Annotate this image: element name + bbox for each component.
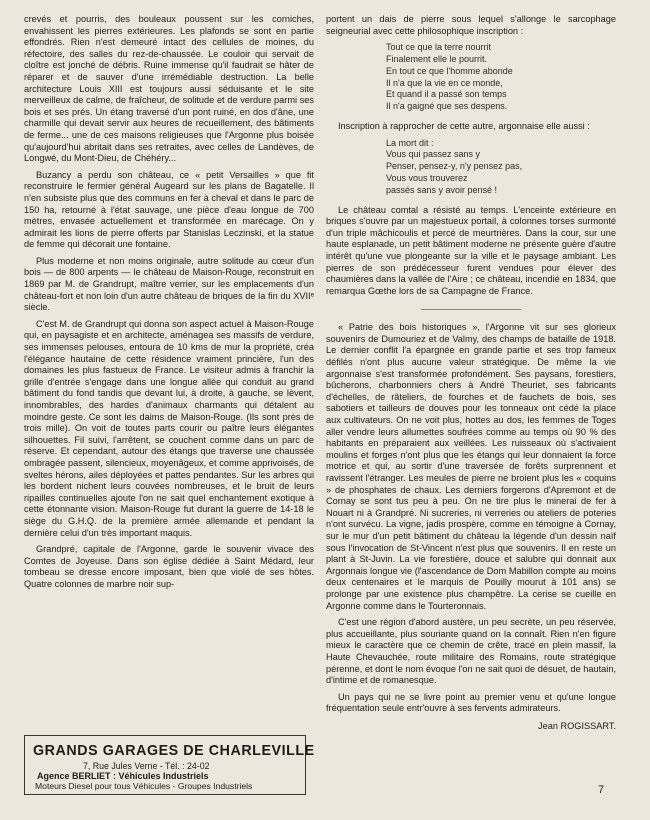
paragraph: Plus moderne et non moins originale, autre solitude au cœur d'un bois — de 800 arpents — le château de Maison-Rouge, reconstruit en 1869 par M. de Grandrupt, maître verrier, sur les emplacements d'un château-fort et non loin d'un autre château de briques de la fin du XVIIᵉ siècle. (24, 255, 314, 313)
page-number: 7 (598, 784, 605, 796)
advertisement-box (24, 735, 315, 795)
author-signature: Jean ROGISSART. (538, 720, 616, 731)
poem-line: Il n'a que la vie en ce monde, (386, 77, 503, 88)
poem-line: Vous vous trouverez (386, 172, 468, 183)
ad-engines: Moteurs Diesel pour tous Véhicules - Groupes Industriels (35, 781, 253, 791)
poem-line: Vous qui passez sans y (386, 149, 481, 160)
section-divider (421, 309, 521, 310)
ad-address: 7, Rue Jules Verne - Tél. : 24-02 (83, 761, 210, 771)
paragraph: C'est M. de Grandrupt qui donna son aspect actuel à Maison-Rouge qui, en paysagiste et en architecte, aménagea ses massifs de verdure, ses immenses pelouses, entoura de 10 kms de mur la propriété, créa l'élégance hautaine de cette résidence vraiment princière, l'un des domaines les plus fastueux de France. Le visiteur admis à franchir la grille d'entrée s'engage dans une longue allée qui conduit au grand bâtiment du fond tandis que devant lui, à droite, à gauche, se lèvent, innombrables, des hardes d'animaux charmants qui détalent au moindre geste. Ce sont les daims de Maison-Rouge. (Ils sont près de trois mille). On voit de toutes parts courir ou paître leurs élégantes silhouettes. Fil suivi, l'arrêtent, se couchent comme dans un parc de réserve. Et cependant, autour des étangs que traverse une chaussée ombragée passent, silencieux, moyenâgeux, et comme apprivoisés, de sveltes hérons, ailes déployées et pattes pendantes. Sur les arbres qui les bordent nichent leurs couvées nombreuses, et le bruit de leurs ripailles continuelles ajoute l'on ne sait quel enchantement exotique à cette étonnante vision. Maison-Rouge fut durant la guerre de 14-18 le siège du G.H.Q. de la première armée allemande et pendant la dernière celui d'un très important maquis. (24, 318, 314, 538)
paragraph: Grandpré, capitale de l'Argonne, garde le souvenir vivace des Comtes de Joyeuse. Dans son église dédiée à Saint Médard, leur tombeau se dresse encore imposant, bien que violé de ses hôtes. Quatre colonnes de marbre noir sup- (24, 544, 314, 589)
paragraph: C'est une région d'abord austère, un peu secrète, un peu réservée, plus accueillante, plus souriante quand on la connaît. Rien n'en figure mieux le caractère que ce chemin de crête, tracé en plein massif, la Haute Chevauchée, route militaire des Romains, route stratégique pérenne, et dont le nom évoque l'on ne sait quoi de désuet, de hautain, d'intime et de romanesque. (326, 617, 616, 686)
right-column (326, 14, 616, 732)
poem-line: passés sans y avoir pensé ! (386, 184, 498, 195)
paragraph: Inscription à rapprocher de cette autre, argonnaise elle aussi : (338, 120, 590, 131)
poem-line: En tout ce que l'homme abonde (386, 65, 513, 76)
ad-title: GRANDS GARAGES DE CHARLEVILLE (33, 742, 315, 759)
poem-line: Il n'a gaigné que ses despens. (386, 101, 508, 112)
poem-line: Et quand il a passé son temps (386, 89, 507, 100)
poem-line: Penser, pensez-y, n'y pensez pas, (386, 161, 523, 172)
poem-line: Finalement elle le pourrit. (386, 53, 488, 64)
paragraph: « Patrie des bois historiques », l'Argonne vit sur ses glorieux souvenirs de Dumouriez et de Valmy, des champs de bataille de 1918. Le dernier conflit l'a épargnée en grande partie et ses trop fameux défilés n'ont plus aucune valeur stratégique. De même la vie argonnaise s'est transformée profondément. Ses paysans, forestiers, bûcherons, charbonniers chers à André Theuriet, ses fabricants d'échelles, de râteliers, de fourches et de fauchets de bois, ses sabotiers et tailleurs de douves pour les tonneaux ont cédé la place aux cultivateurs. On ne voit plus, hottes au dos, les femmes de Toges aller vendre leurs allumettes soufrées comme au temps où 90 % des habitants en préparaient aux veillées. Les ruisseaux où s'activaient moulins et forges n'ont plus que les étangs qui leur donnaient la force motrice et qui, au sortir d'une traversée de forêts surprennent et ravissent l'étranger. Les meules de pierre ne broient plus les « coquins » de phosphates de chaux. Les derniers forgerons d'Apremont et de Cornay se sont tus peu à peu. On ne tire plus le minerai de fer à Nouart ni à Grandpré. Ni sucreries, ni verreries ou ateliers de poteries n'ont survécu. La vigne, jadis prospère, comme en témoigne à Cornay, sur le mur d'un petit bâtiment du château la légende d'un dessin naïf sous l'invocation de St-Vincent n'est plus que souvenirs. Il en reste un plant à St-Juvin. La vie forestière, douce et salubre qui donnait aux Argonnais longue vie (l'ascendance de Dom Mabillon compte au moins deux centenaires et le marquis de Pouilly mourut à 101 ans) se prolonge par une existence plus champêtre. La cerise se cueille en Argonne comme dans le Tourteronnais. (326, 322, 616, 611)
poem-line: La mort dit : (386, 137, 434, 148)
left-column (24, 14, 314, 596)
paragraph: Le château comtal a résisté au temps. L'enceinte extérieure en briques s'ouvre par un majestueux portail, à colonnes torses surmonté d'un triple mâchicoulis et percé de meurtrières. Dans la cour, sur une haute esplanade, un petit bâtiment moderne ne présente guère d'autre intérêt qu'une vue plongeante sur la ville et le paysage ambiant. Les pierres de son prédécesseur furent vendues pour élever des chaumières dans la vallée de l'Aire ; ce château, incendié en 1834, que remarqua Gœthe lors de sa Campagne de France. (326, 204, 616, 296)
poem-line: Tout ce que la terre nourrit (386, 42, 492, 53)
paragraph: crevés et pourris, des bouleaux poussent sur les corniches, envahissent les pierres extérieures. Les plafonds se sont en partie effondrés. Rien n'est demeuré intact des cellules de moines, du réfectoire, des salles du rez-de-chaussée. Le couloir qui servait de cloître est jonché de débris. Ruine immense qu'il faudrait se hâter de réparer et de sauver d'une irrémédiable destruction. La belle architecture Louis XIII est toujours aussi séduisante et le site merveilleux de calme, de fraîcheur, de solitude et de verdure parmi ses bois et ses prés. Un étang traversé d'un pont ruiné, en dos d'âne, une charmille qui devait servir aux heures de recueillement, des bâtiments de ferme... une de ces maisons religieuses que l'Argonne plus boisée qu'aujourd'hui abritait dans ses retraites, avec celles de Landèves, de Longwé, du Mont-Dieu, de Chéhéry... (24, 14, 314, 164)
paragraph: Buzancy a perdu son château, ce « petit Versailles » que fit reconstruire le fermier général Augeard sur les plans de Bagatelle. Il n'en subsiste plus que des communs en fer à cheval et dans le parc de 150 ha, retourné à l'état sauvage, une pièce d'eau longue de 700 mètres, envasée actuellement et transformée en marécage. On y admirait les lions de pierre offerts par Stanislas Leczinski, et la statue de femme qui décorait une fontaine. (24, 169, 314, 250)
poem-death (386, 138, 616, 197)
poem-inscription (386, 42, 616, 113)
paragraph: Un pays qui ne se livre point au premier venu et qu'une longue fréquentation seule entr'ouvre à ses fervents admirateurs. (326, 691, 616, 714)
ad-agency: Agence BERLIET : Véhicules Industriels (37, 771, 209, 781)
paragraph: portent un dais de pierre sous lequel s'allonge le sarcophage seigneurial avec cette philosophique inscription : (326, 14, 616, 36)
